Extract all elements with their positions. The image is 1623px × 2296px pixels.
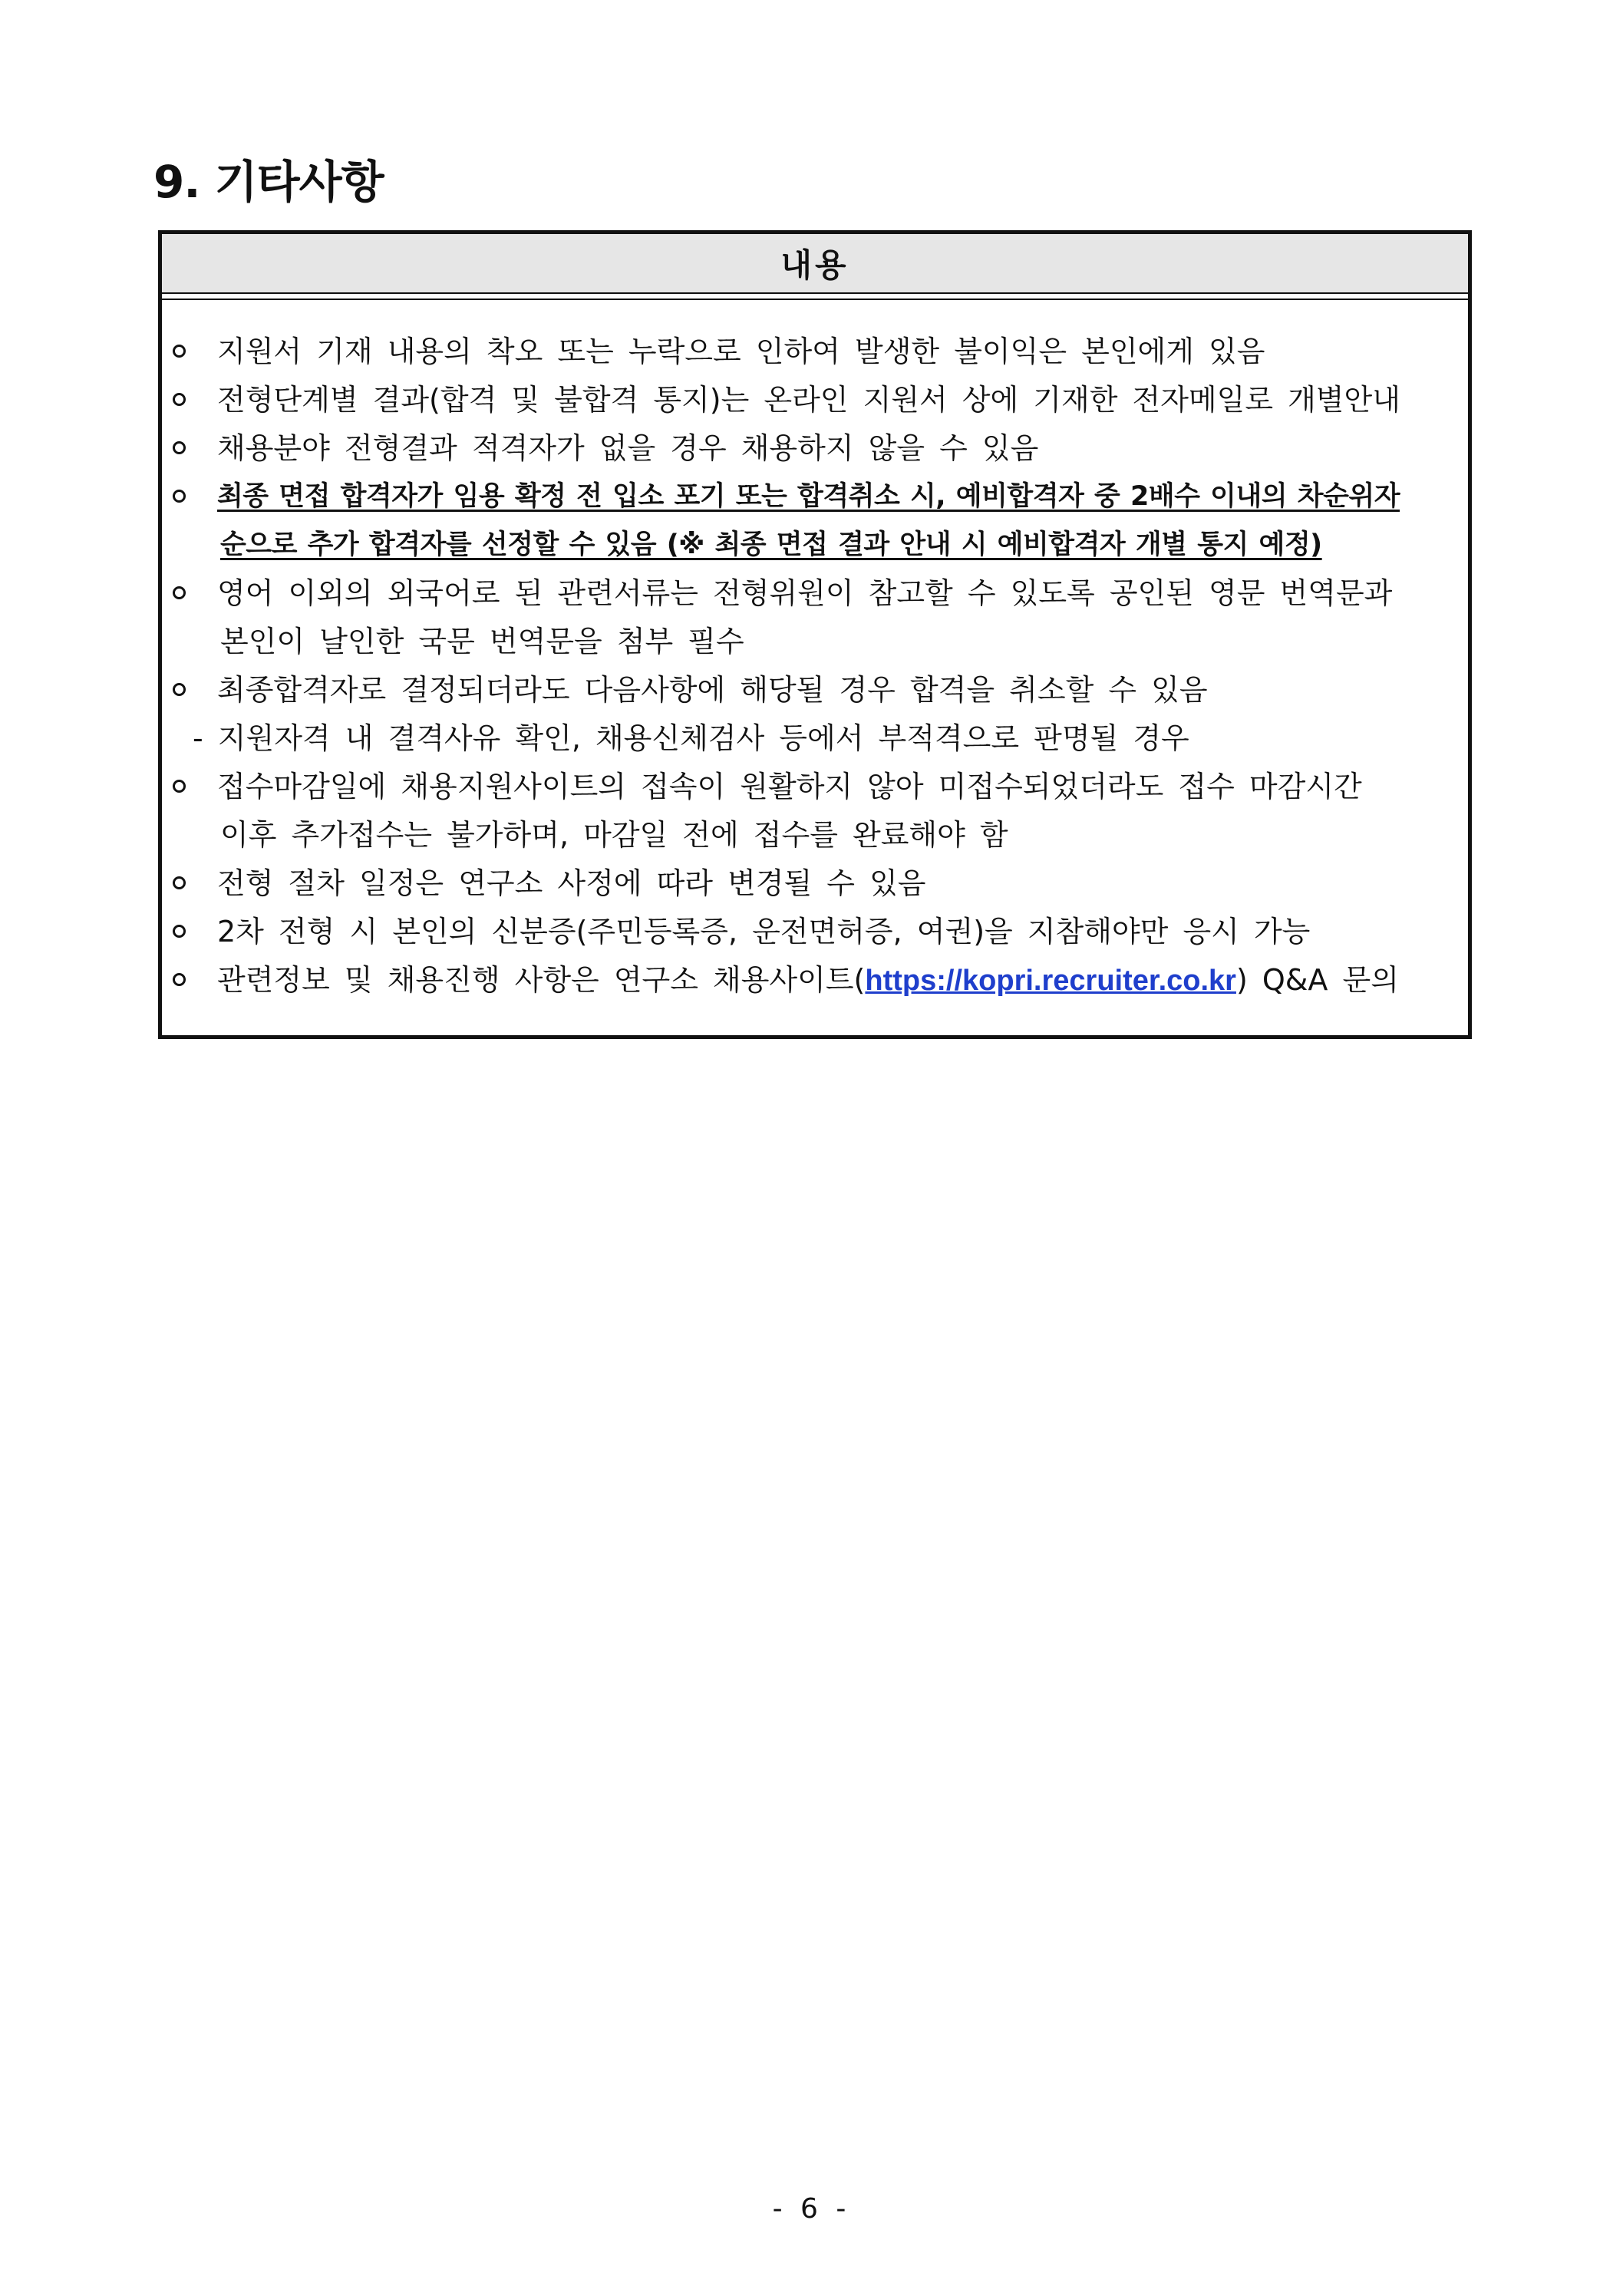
- list-item-continuation: [171, 521, 1460, 569]
- notice-list: [171, 328, 1460, 1004]
- list-item: [171, 908, 1460, 956]
- bullet-circle-icon: [171, 569, 202, 618]
- section-title: 9. 기타사항: [153, 156, 384, 208]
- list-item: [171, 376, 1460, 424]
- list-item: [171, 763, 1460, 811]
- list-item-text: 본인이 날인한 국문 번역문을 첨부 필수: [220, 625, 744, 658]
- bullet-circle-icon: [171, 424, 202, 473]
- list-item: [171, 569, 1460, 618]
- bullet-circle-icon: [171, 908, 202, 956]
- list-item: [171, 666, 1460, 714]
- bullet-circle-icon: [171, 859, 202, 908]
- list-item: [171, 859, 1460, 908]
- list-item-text: 채용분야 전형결과 적격자가 없을 경우 채용하지 않을 수 있음: [217, 431, 1039, 465]
- list-item-emphasized: [171, 473, 1460, 521]
- bullet-circle-icon: [171, 376, 202, 424]
- list-item-text: 이후 추가접수는 불가하며, 마감일 전에 접수를 완료해야 함: [220, 818, 1008, 852]
- list-item-text: 최종 면접 합격자가 임용 확정 전 입소 포기 또는 합격취소 시, 예비합격자 중 2배수 이내의 차순위자: [217, 481, 1400, 512]
- list-item-text: 전형단계별 결과(합격 및 불합격 통지)는 온라인 지원서 상에 기재한 전자메일로 개별안내: [217, 383, 1400, 417]
- list-item-text: 접수마감일에 채용지원사이트의 접속이 원활하지 않아 미접수되었더라도 접수 마감시간: [217, 770, 1362, 803]
- list-item: [171, 328, 1460, 376]
- bullet-circle-icon: [171, 666, 202, 714]
- list-item-text: 전형 절차 일정은 연구소 사정에 따라 변경될 수 있음: [217, 866, 926, 900]
- list-item-text: 순으로 추가 합격자를 선정할 수 있음 (※ 최종 면접 결과 안내 시 예비합격자 개별 통지 예정): [220, 529, 1322, 560]
- header-divider: [162, 292, 1468, 300]
- list-subitem-text: - 지원자격 내 결격사유 확인, 채용신체검사 등에서 부적격으로 판명될 경우: [193, 721, 1189, 755]
- list-item-continuation: [171, 811, 1460, 859]
- page-number: - 6 -: [772, 2193, 851, 2225]
- bullet-circle-icon: [171, 328, 202, 376]
- list-item-text: 지원서 기재 내용의 착오 또는 누락으로 인하여 발생한 불이익은 본인에게 있음: [217, 335, 1265, 368]
- list-subitem: [171, 714, 1460, 763]
- list-item-continuation: [171, 618, 1460, 666]
- table-header: 내용: [162, 234, 1468, 292]
- list-item: [171, 956, 1460, 1004]
- list-item-text-suffix: ) Q&A 문의: [1235, 963, 1399, 997]
- bullet-circle-icon: [171, 473, 202, 521]
- bullet-circle-icon: [171, 956, 202, 1004]
- list-item-text: 최종합격자로 결정되더라도 다음사항에 해당될 경우 합격을 취소할 수 있음: [217, 673, 1208, 707]
- list-item-text: [217, 956, 1399, 1005]
- list-item-text: 영어 이외의 외국어로 된 관련서류는 전형위원이 참고할 수 있도록 공인된 영문 번역문과: [217, 576, 1393, 610]
- recruit-site-link[interactable]: https://kopri.recruiter.co.kr: [865, 965, 1236, 997]
- list-item-text: 2차 전형 시 본인의 신분증(주민등록증, 운전면허증, 여권)을 지참해야만 응시 가능: [217, 915, 1311, 948]
- bullet-circle-icon: [171, 763, 202, 811]
- notice-table: [158, 230, 1472, 1039]
- list-item-text-prefix: 관련정보 및 채용진행 사항은 연구소 채용사이트(: [217, 963, 866, 997]
- list-item: [171, 424, 1460, 473]
